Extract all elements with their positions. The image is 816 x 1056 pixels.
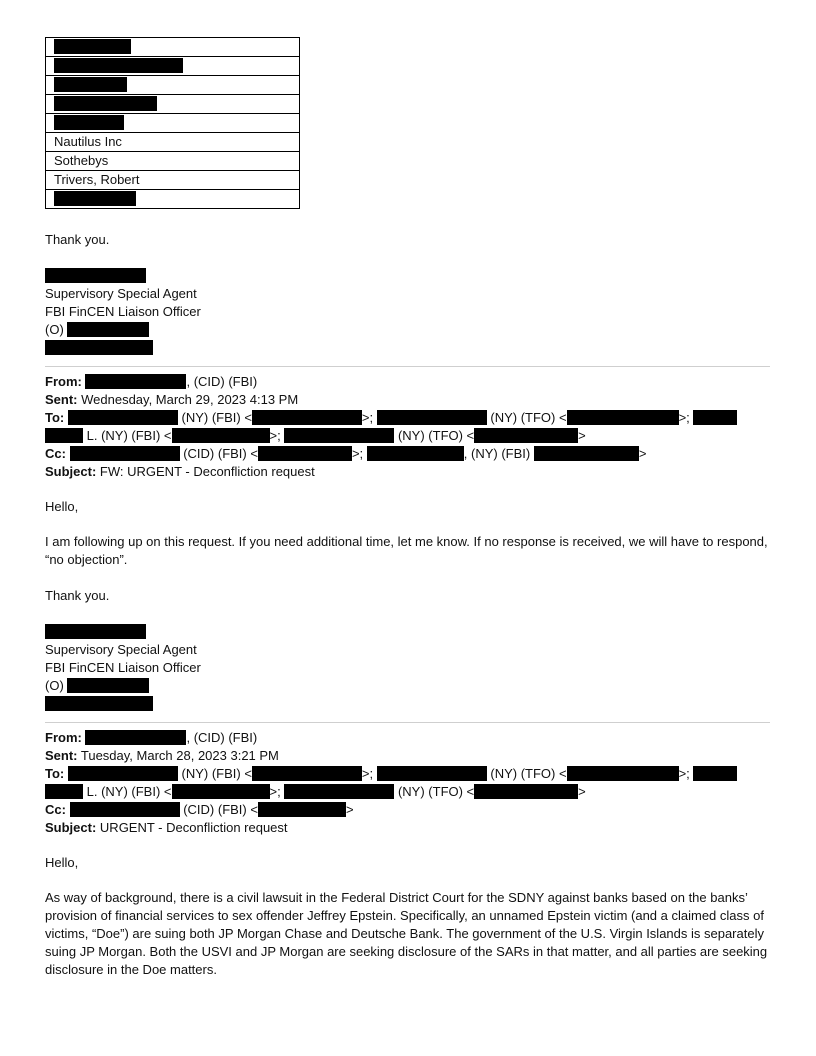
closing-text: Thank you. [45,588,110,603]
cc-text: > [638,446,647,461]
redaction-bar [252,410,362,425]
redaction-bar [67,678,149,693]
sent-value: Wednesday, March 29, 2023 4:13 PM [81,392,299,407]
subject-value: URGENT - Deconfliction request [99,820,288,835]
table-row [46,57,300,76]
redaction-bar [85,374,186,389]
signature-role: FBI FinCEN Liaison Officer [45,660,201,675]
table-row [46,114,300,133]
to-text: (NY) (TFO) < [490,766,567,781]
to-text: >; [361,410,374,425]
signature-role: FBI FinCEN Liaison Officer [45,304,201,319]
signature-block [45,623,775,713]
table-row [46,76,300,95]
email-header-2 [45,729,775,837]
redaction-bar [252,766,362,781]
table-row [46,38,300,57]
to-label: To: [45,766,65,781]
signature-block [45,267,775,357]
redaction-bar [54,96,157,111]
phone-label: (O) [45,322,64,337]
to-text: (NY) (TFO) < [490,410,567,425]
redaction-bar [534,446,639,461]
redaction-bar [68,766,178,781]
cc-label: Cc: [45,446,66,461]
to-text: >; [269,784,281,799]
to-text: >; [678,766,690,781]
redaction-bar [54,191,136,206]
table-row [46,152,300,171]
entity-list-table [45,37,300,209]
redaction-bar [377,410,487,425]
subject-label: Subject: [45,820,97,835]
sent-value: Tuesday, March 28, 2023 3:21 PM [80,748,279,763]
document-page [45,37,775,979]
redaction-bar [693,410,737,425]
table-cell: Sothebys [46,152,300,171]
redaction-bar [172,784,270,799]
cc-text: (CID) (FBI) < [183,446,258,461]
table-cell: Nautilus Inc [46,133,300,152]
to-text: (NY) (FBI) < [181,410,252,425]
redaction-bar [54,77,127,92]
to-label: To: [45,410,65,425]
sent-label: Sent: [45,748,78,763]
to-text: >; [678,410,690,425]
redaction-bar [67,322,149,337]
to-text: L. (NY) (FBI) < [86,784,172,799]
greeting-text: Hello, [45,855,79,870]
sent-label: Sent: [45,392,78,407]
table-row [46,95,300,114]
from-value: , (CID) (FBI) [186,730,258,745]
body-paragraph: I am following up on this request. If you need additional time, let me know. If no response is received, we will have to respond, “no objection”. [45,534,768,567]
redaction-bar [54,39,131,54]
cc-text: >; [351,446,364,461]
cc-text: , (NY) (FBI) [463,446,531,461]
phone-label: (O) [45,678,64,693]
redaction-bar [70,446,180,461]
cc-text: (CID) (FBI) < [183,802,258,817]
table-cell: Trivers, Robert [46,171,300,190]
table-row [46,133,300,152]
redaction-bar [367,446,464,461]
redaction-bar [258,802,346,817]
from-label: From: [45,374,82,389]
to-text: L. (NY) (FBI) < [86,428,172,443]
redaction-bar [172,428,270,443]
signature-title: Supervisory Special Agent [45,642,197,657]
from-value: , (CID) (FBI) [186,374,258,389]
redaction-bar [85,730,186,745]
to-text: >; [269,428,281,443]
redaction-bar [284,428,394,443]
cc-text: > [345,802,354,817]
redaction-bar [693,766,737,781]
to-text: (NY) (FBI) < [181,766,252,781]
redaction-bar [474,428,578,443]
closing-text: Thank you. [45,232,110,247]
to-text: (NY) (TFO) < [397,428,475,443]
redaction-bar [567,766,679,781]
cc-label: Cc: [45,802,66,817]
redaction-bar [45,340,153,355]
to-text: (NY) (TFO) < [397,784,475,799]
redaction-bar [284,784,394,799]
redaction-bar [45,428,83,443]
to-text: > [578,428,586,443]
redaction-bar [567,410,679,425]
redaction-bar [70,802,180,817]
email-header-1 [45,373,775,481]
email-separator [45,722,770,723]
from-label: From: [45,730,82,745]
table-row [46,190,300,209]
redaction-bar [45,624,146,639]
body-paragraph: As way of background, there is a civil lawsuit in the Federal District Court for the SDNY against banks based on the banks’ provision of financial services to sex offender Jeffrey Epstein. Specifically, an unnamed Epstein victim (and a claimed class of victims, “Doe”) are suing both JP Morgan Chase and Deutsche Bank. The government of the U.S. Virgin Islands is separately suing JP Morgan. Both the USVI and JP Morgan are seeking disclosure of the SARs in that matter, and all parties are seeking disclosure in the Doe matters. [45,890,768,977]
greeting-text: Hello, [45,499,79,514]
subject-label: Subject: [45,464,97,479]
redaction-bar [45,784,83,799]
to-text: > [578,784,586,799]
email-separator [45,366,770,367]
redaction-bar [54,115,124,130]
redaction-bar [474,784,578,799]
redaction-bar [258,446,352,461]
redaction-bar [54,58,183,73]
redaction-bar [377,766,487,781]
redaction-bar [45,268,146,283]
redaction-bar [45,696,153,711]
subject-value: FW: URGENT - Deconfliction request [99,464,315,479]
table-row [46,171,300,190]
signature-title: Supervisory Special Agent [45,286,197,301]
to-text: >; [361,766,374,781]
redaction-bar [68,410,178,425]
